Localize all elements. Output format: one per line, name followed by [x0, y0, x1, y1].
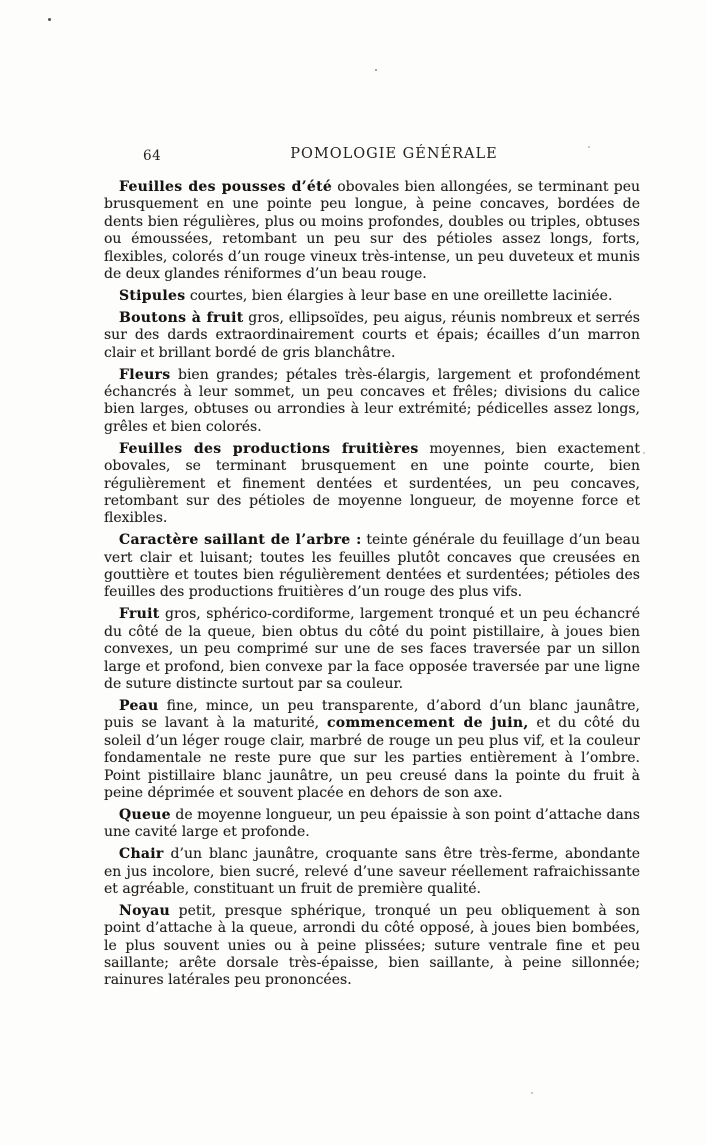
paragraph-fleurs — [104, 367, 640, 437]
paragraph-body: moyennes, bien exactement obovales, se terminant brusquement en une pointe courte, bien régulièrement et finement dentées et surdentées, un peu concaves, retombant sur des pétioles de moyenne longueur, de moyenne force et flexibles. — [104, 440, 640, 527]
term-fruit: Fruit — [119, 606, 160, 623]
paragraph-queue — [104, 807, 640, 842]
page-number: 64 — [143, 148, 162, 164]
paragraph-body: gros, ellipsoïdes, peu aigus, réunis nombreux et serrés sur des dards extraordinairement courts et épais; écailles d’un marron clair et brillant bordé de gris blanchâtre. — [104, 309, 640, 361]
paragraph-body: obovales bien allongées, se terminant peu brusquement en une pointe peu longue, à peine concaves, bordées de dents bien régulières, plus ou moins profondes, doubles ou triples, obtuses ou émoussées, retombant un peu sur des pétioles assez longs, forts, flexibles, colorés d’un rouge vineux très-intense, un peu duveteux et munis de deux glandes réniformes d’un beau rouge. — [104, 179, 640, 283]
paragraph-chair — [104, 846, 640, 898]
term-noyau: Noyau — [119, 902, 171, 919]
paragraph-noyau — [104, 903, 640, 990]
term-fleurs: Fleurs — [119, 366, 171, 383]
paragraph-body: petit, presque sphérique, tronqué un peu obliquement à son point d’attache à la queue, arrondi du côté opposé, à joues bien bombées, le plus souvent unies ou à peine plissées; suture ventrale fine et peu saillante; arête dorsale très-épaisse, bien saillante, à peine sillonnée; rainures latérales peu prononcées. — [104, 902, 640, 989]
text-block — [104, 146, 640, 994]
term-peau: Peau — [119, 697, 159, 714]
term-feuilles-des-productions-fruitieres: Feuilles des productions fruitières — [119, 440, 419, 457]
body-text — [104, 179, 640, 990]
running-title: POMOLOGIE GÉNÉRALE — [290, 146, 498, 162]
paragraph-caractere-saillant-de-larbre — [104, 532, 640, 602]
paragraph-body: et du côté du soleil d’un léger rouge clair, marbré de rouge un peu plus vif, et la couleur fondamentale ne reste pure que sur les parties entièrement à l’ombre. Point pistillaire blanc jaunâtre, un peu creusé dans la pointe du fruit à peine déprimée et souvent placée en dehors de son axe. — [104, 715, 640, 801]
scan-speck — [643, 452, 645, 454]
paragraph-body: teinte générale du feuillage d’un beau vert clair et luisant; toutes les feuilles plutôt concaves que creusées en gouttière et toutes bien régulièrement dentées et surdentées; pétioles des feuilles des productions fruitières d’un rouge des plus vifs. — [104, 532, 640, 601]
term-chair: Chair — [119, 846, 164, 863]
scan-speck — [48, 18, 51, 21]
term-commencement-de-juin: commencement de juin, — [326, 715, 529, 732]
term-queue: Queue — [119, 806, 171, 823]
paragraph-body: fine, mince, un peu transparente, d’abord d’un blanc jaunâtre, puis se lavant à la maturité, — [104, 697, 640, 732]
scan-speck — [375, 69, 377, 71]
paragraph-body: de moyenne longueur, un peu épaissie à son point d’attache dans une cavité large et profonde. — [104, 806, 640, 841]
paragraph-feuilles-des-productions-fruitieres — [104, 441, 640, 528]
paragraph-body: gros, sphérico-cordiforme, largement tronqué et un peu échancré du côté de la queue, bien obtus du côté du point pistillaire, à joues bien convexes, un peu comprimé sur une de ses faces traversée par un sillon large et profond, bien convexe par la face opposée traversée par une ligne de suture distincte surtout par sa couleur. — [104, 606, 640, 692]
term-boutons-a-fruit: Boutons à fruit — [119, 309, 244, 326]
paragraph-boutons-a-fruit — [104, 310, 640, 362]
term-feuilles-des-pousses-dete: Feuilles des pousses d’été — [119, 179, 333, 195]
paragraph-body: courtes, bien élargies à leur base en une oreillette laciniée. — [185, 287, 613, 304]
running-header — [104, 146, 640, 166]
paragraph-feuilles-des-pousses-dete — [104, 179, 640, 283]
scan-speck — [531, 1092, 533, 1094]
paragraph-body: bien grandes; pétales très-élargis, largement et profondément échancrés à leur sommet, un peu concaves et frêles; divisions du calice bien larges, obtuses ou arrondies à leur extrémité; pédicelles assez longs, grêles et bien colorés. — [104, 366, 640, 435]
term-stipules: Stipules — [119, 287, 186, 304]
paragraph-stipules — [104, 288, 640, 305]
paragraph-peau — [104, 698, 640, 802]
paragraph-body: d’un blanc jaunâtre, croquante sans être très-ferme, abondante en jus incolore, bien sucré, relevé d’une saveur réellement rafraichissante et agréable, constituant un fruit de première qualité. — [104, 846, 640, 897]
term-caractere-saillant-de-larbre: Caractère saillant de l’arbre : — [119, 532, 362, 549]
paragraph-fruit — [104, 606, 640, 693]
